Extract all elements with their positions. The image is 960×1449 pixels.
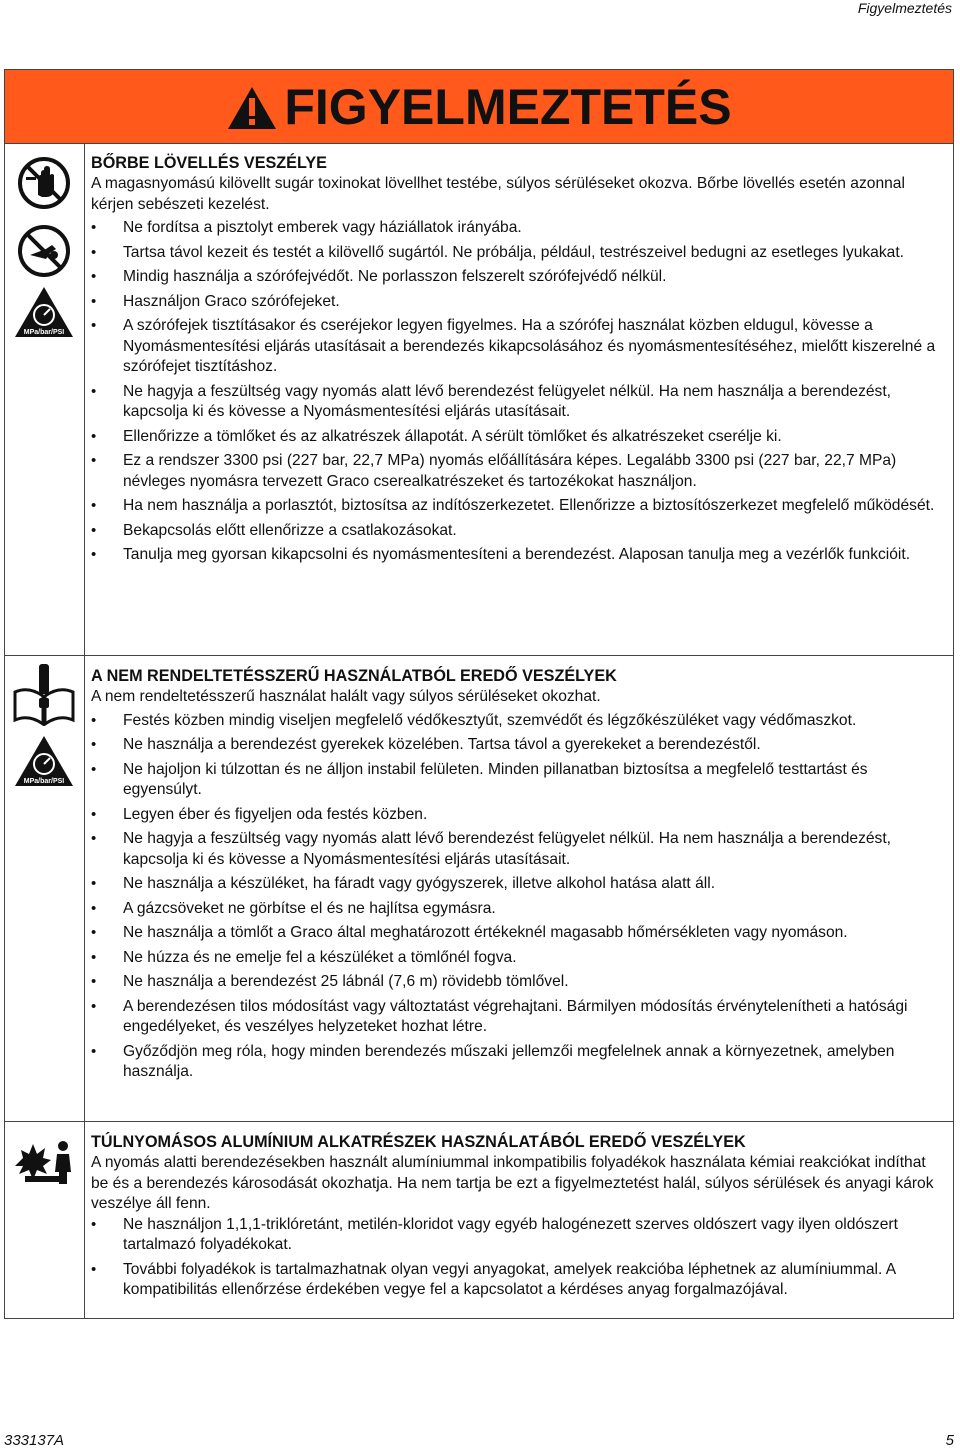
list-item: • Győződjön meg róla, hogy minden berendezés műszaki jellemzői megfelelnek annak a környezetnek, amelyben használja. (91, 1042, 945, 1083)
warning-triangle-icon (226, 85, 278, 131)
list-item: • Ne használja a tömlőt a Graco által meghatározott értékeknél magasabb hőmérsékleten vagy nyomáson. (91, 923, 945, 944)
pressure-warning-icon (13, 734, 75, 788)
list-item: • Tanulja meg gyorsan kikapcsolni és nyomásmentesíteni a berendezést. Alaposan tanulja meg a vezérlők funkcióit. (91, 545, 945, 566)
section-title: TÚLNYOMÁSOS ALUMÍNIUM ALKATRÉSZEK HASZNÁLATÁBÓL EREDŐ VESZÉLYEK (91, 1133, 746, 1151)
list-item: • Ne húzza és ne emelje fel a készüléket a tömlőnél fogva. (91, 948, 945, 969)
section-title: BŐRBE LÖVELLÉS VESZÉLYE (91, 154, 327, 172)
section-content (91, 1132, 945, 1305)
banner-title: FIGYELMEZTETÉS (284, 78, 732, 135)
bullet-list (91, 711, 945, 1083)
pressure-unit-label: MPa/bar/PSI (23, 778, 65, 785)
list-item: • Ne használja a berendezést gyerekek közelében. Tartsa távol a gyerekeket a berendezéstől. (91, 735, 945, 756)
page-header-section-label: Figyelmeztetés (857, 0, 952, 16)
section-content (91, 153, 945, 570)
page-number: 5 (945, 1432, 954, 1449)
list-item: • Ne hagyja a feszültség vagy nyomás alatt lévő berendezést felügyelet nélkül. Ha nem használja a berendezést, kapcsolja ki és kövesse a Nyomásmentesítési eljárás utasításait. (91, 829, 945, 870)
list-item: • Ne használja a készüléket, ha fáradt vagy gyógyszerek, illetve alkohol hatása alatt áll. (91, 874, 945, 895)
pressure-unit-label: MPa/bar/PSI (23, 329, 65, 336)
pressure-warning-icon (13, 285, 75, 339)
list-item: • Ne hagyja a feszültség vagy nyomás alatt lévő berendezést felügyelet nélkül. Ha nem használja a berendezést, kapcsolja ki és kövesse a Nyomásmentesítési eljárás utasításait. (91, 382, 945, 423)
warning-table (4, 69, 954, 1319)
list-item: • A berendezésen tilos módosítást vagy változtatást végrehajtani. Bármilyen módosítás érvénytelenítheti a hatósági engedélyeket, és veszélyes helyzeteket hozhat létre. (91, 997, 945, 1038)
warning-banner (5, 70, 953, 144)
section-title: A NEM RENDELTETÉSSZERŰ HASZNÁLATBÓL EREDŐ VESZÉLYEK (91, 667, 617, 685)
list-item: • A gázcsöveket ne görbítse el és ne hajlítsa egymásra. (91, 899, 945, 920)
list-item: • Ellenőrizze a tömlőket és az alkatrészek állapotát. A sérült tömlőket és alkatrészeket cserélje ki. (91, 427, 945, 448)
section-icon-column (5, 143, 85, 655)
section-skin-injection (5, 143, 953, 656)
list-item: • Mindig használja a szórófejvédőt. Ne porlasszon felszerelt szórófejvédő nélkül. (91, 267, 945, 288)
list-item: • További folyadékok is tartalmazhatnak olyan vegyi anyagokat, amelyek reakcióba léphetnek az alumíniummal. A kompatibilitás ellenőrzése érdekében vegye fel a kapcsolatot a kérdéses anyag forgalmazójával. (91, 1260, 945, 1301)
list-item: • Festés közben mindig viseljen megfelelő védőkesztyűt, szemvédőt és légzőkészüléket vagy védőmaszkot. (91, 711, 945, 732)
no-hand-injection-icon (16, 155, 72, 211)
list-item: • Használjon Graco szórófejeket. (91, 292, 945, 313)
list-item: • Ne használjon 1,1,1-triklóretánt, metilén-kloridot vagy egyéb halogénezett szerves oldószert vagy ilyen oldószert tartalmazó folyadékokat. (91, 1215, 945, 1256)
section-content (91, 666, 945, 1087)
list-item: • Tartsa távol kezeit és testét a kilövellő sugártól. Ne próbálja, például, testrészeivel bedugni az esetleges lyukakat. (91, 243, 945, 264)
no-spray-at-body-icon (16, 223, 72, 279)
bullet-list (91, 1215, 945, 1301)
list-item: • Ez a rendszer 3300 psi (227 bar, 22,7 MPa) nyomás előállítására képes. Legalább 3300 psi (227 bar, 22,7 MPa) névleges nyomásra tervezett Graco cserealkatrészeket és tartozékokat használjon. (91, 451, 945, 492)
list-item: • Legyen éber és figyeljen oda festés közben. (91, 805, 945, 826)
section-intro: A nyomás alatti berendezésekben használt alumíniummal inkompatibilis folyadékok használata kémiai reakciókat indíthat be és a berendezés károsodását okozhatja. Ha nem tartja be ezt a figyelmeztetést halál, súlyos sérülések és anyagi károk veszélye áll fenn. (91, 1154, 934, 1212)
list-item: • Ne hajoljon ki túlzottan és ne álljon instabil felületen. Minden pillanatban biztosítsa a megfelelő testtartást és egyensúlyt. (91, 760, 945, 801)
explosion-hazard-icon (11, 1136, 77, 1186)
list-item: • Ne fordítsa a pisztolyt emberek vagy háziállatok irányába. (91, 218, 945, 239)
section-misuse (5, 656, 953, 1122)
list-item: • Ne használja a berendezést 25 lábnál (7,6 m) rövidebb tömlővel. (91, 972, 945, 993)
list-item: • Ha nem használja a porlasztót, biztosítsa az indítószerkezetet. Ellenőrizze a biztosítószerkezet megfelelő működését. (91, 496, 945, 517)
document-number: 333137A (4, 1432, 65, 1449)
section-icon-column (5, 656, 85, 1121)
section-aluminum-parts (5, 1122, 953, 1319)
section-icon-column (5, 1122, 85, 1319)
list-item: • A szórófejek tisztításakor és cseréjekor legyen figyelmes. Ha a szórófej használat közben eldugul, kövesse a Nyomásmentesítési eljárás utasításait a berendezés kikapcsolásához és nyomásmentesítéséhez, mielőtt kiszerelné a szórófejet tisztításhoz. (91, 316, 945, 378)
list-item: • Bekapcsolás előtt ellenőrizze a csatlakozásokat. (91, 521, 945, 542)
section-intro: A magasnyomású kilövellt sugár toxinokat lövellhet testébe, súlyos sérüléseket okozva. Bőrbe lövellés esetén azonnal kérjen sebészeti kezelést. (91, 175, 905, 213)
read-manual-icon (13, 662, 75, 726)
section-intro: A nem rendeltetésszerű használat halált vagy súlyos sérüléseket okozhat. (91, 688, 601, 705)
bullet-list (91, 218, 945, 566)
